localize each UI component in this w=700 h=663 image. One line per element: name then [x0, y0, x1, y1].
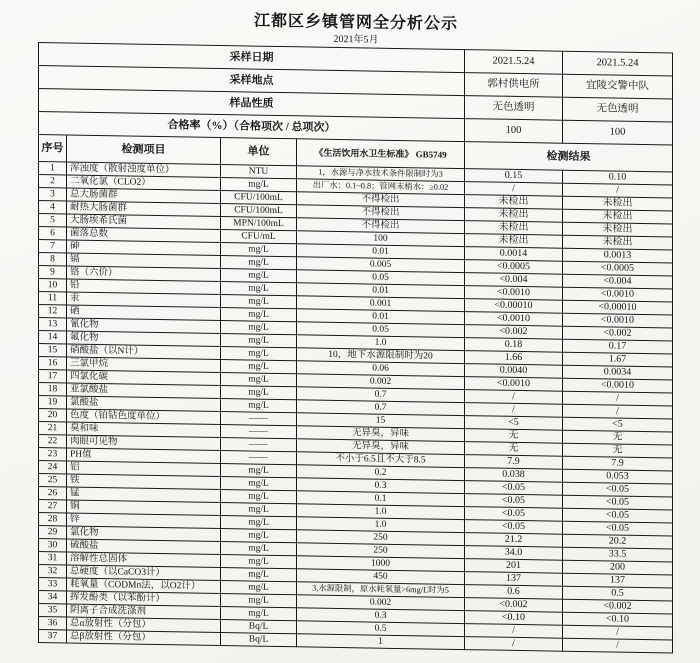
meta-label: 采样日期 [39, 43, 465, 73]
row-number-cell: 14 [39, 331, 67, 344]
result-cell-2: <0.004 [563, 274, 673, 289]
result-cell-2: <0.002 [563, 599, 673, 614]
result-cell-1: 未检出 [465, 221, 563, 236]
standard-cell: 1000 [297, 556, 465, 572]
standard-cell: 1.0 [297, 335, 465, 351]
result-cell-1: 未检出 [465, 234, 563, 249]
item-cell: 铁 [67, 474, 221, 490]
row-number-cell: 23 [39, 448, 67, 461]
result-cell-2: <0.05 [563, 508, 673, 523]
data-section [39, 162, 673, 654]
result-cell-1: <0.00010 [465, 299, 563, 314]
item-cell: 氰化物 [67, 318, 221, 334]
row-number-cell: 30 [39, 539, 67, 552]
result-cell-2: 7.9 [563, 456, 673, 471]
item-cell: 氯酸盐 [67, 396, 221, 412]
result-cell-1: 未检出 [465, 195, 563, 210]
standard-cell: 100 [297, 231, 465, 247]
standard-cell: 不得检出 [297, 218, 465, 234]
item-cell: 色度（铂钴色度单位） [67, 409, 221, 425]
unit-cell: —— [221, 451, 297, 465]
unit-cell: Bq/L [221, 620, 297, 634]
meta-label: 采样地点 [39, 66, 465, 96]
row-number-cell: 3 [39, 188, 67, 201]
row-number-cell: 19 [39, 396, 67, 409]
standard-cell: 无异臭，异味 [297, 439, 465, 455]
unit-cell: mg/L [221, 607, 297, 621]
unit-cell: mg/L [221, 477, 297, 491]
result-cell-1: <0.002 [465, 598, 563, 613]
result-cell-2: 0.5 [563, 586, 673, 601]
item-cell: 铬（六价） [67, 266, 221, 282]
row-number-cell: 9 [39, 266, 67, 279]
row-number-cell: 22 [39, 435, 67, 448]
item-cell: 总大肠菌群 [67, 188, 221, 204]
item-cell: 锰 [67, 487, 221, 503]
result-cell-2: <0.0010 [563, 287, 673, 302]
standard-cell: 0.001 [297, 296, 465, 312]
result-cell-1: <0.0010 [465, 377, 563, 392]
row-number-cell: 37 [39, 630, 67, 643]
item-cell: 耐热大肠菌群 [67, 201, 221, 217]
column-header-item: 检测项目 [67, 135, 221, 165]
result-cell-2: / [563, 183, 673, 198]
item-cell: 总β放射性（分包） [67, 630, 221, 646]
unit-cell: mg/L [221, 542, 297, 556]
column-header-standard: 《生活饮用水卫生标准》 GB5749 [297, 139, 465, 169]
result-cell-2: 未检出 [563, 209, 673, 224]
row-number-cell: 11 [39, 292, 67, 305]
result-cell-2: / [563, 391, 673, 406]
item-cell: 铜 [67, 500, 221, 516]
standard-cell: 1.0 [297, 504, 465, 520]
standard-cell: 0.05 [297, 322, 465, 338]
result-cell-1: 137 [465, 572, 563, 587]
result-cell-1: <0.0010 [465, 286, 563, 301]
row-number-cell: 36 [39, 617, 67, 630]
standard-cell: 0.3 [297, 478, 465, 494]
meta-value-2: 100 [563, 120, 673, 145]
result-cell-2: 0.053 [563, 469, 673, 484]
result-cell-2: 无 [563, 430, 673, 445]
standard-cell: 0.002 [297, 595, 465, 611]
unit-cell: —— [221, 438, 297, 452]
row-number-cell: 31 [39, 552, 67, 565]
result-cell-2: <0.0010 [563, 313, 673, 328]
row-number-cell: 18 [39, 383, 67, 396]
result-cell-2: 0.0013 [563, 248, 673, 263]
item-cell: 肉眼可见物 [67, 435, 221, 451]
result-cell-1: / [465, 390, 563, 405]
result-cell-1: / [465, 624, 563, 639]
unit-cell: mg/L [221, 178, 297, 192]
row-number-cell: 33 [39, 578, 67, 591]
unit-cell: mg/L [221, 399, 297, 413]
unit-cell: mg/L [221, 490, 297, 504]
item-cell: 三氯甲烷 [67, 357, 221, 373]
result-cell-1: <0.004 [465, 273, 563, 288]
result-cell-2: 未检出 [563, 222, 673, 237]
column-header-result: 检测结果 [465, 142, 673, 172]
page-title: 江都区乡镇管网全分析公示 [253, 12, 458, 33]
standard-cell: 0.002 [297, 374, 465, 390]
unit-cell: NTU [221, 165, 297, 179]
item-cell: 铝 [67, 461, 221, 477]
standard-cell: 450 [297, 569, 465, 585]
unit-cell: —— [221, 412, 297, 426]
meta-value-1: 2021.5.24 [465, 50, 563, 75]
result-cell-1: 无 [465, 429, 563, 444]
result-cell-1: <0.05 [465, 520, 563, 535]
result-cell-1: 201 [465, 559, 563, 574]
standard-cell: 1.0 [297, 517, 465, 533]
column-header-no: 序号 [39, 135, 67, 162]
result-cell-2: / [563, 404, 673, 419]
meta-value-1: 100 [465, 119, 563, 144]
meta-value-1: 无色透明 [465, 96, 563, 121]
standard-cell: 15 [297, 413, 465, 429]
row-number-cell: 35 [39, 604, 67, 617]
unit-cell: mg/L [221, 373, 297, 387]
analysis-table [38, 42, 673, 654]
item-cell: 浑浊度（散射浊度单位） [67, 162, 221, 178]
standard-cell: 0.01 [297, 309, 465, 325]
standard-cell: 0.05 [297, 270, 465, 286]
result-cell-1: 34.0 [465, 546, 563, 561]
row-number-cell: 8 [39, 253, 67, 266]
result-cell-2: 1.67 [563, 352, 673, 367]
item-cell: 二氧化氯（CLO2） [67, 175, 221, 191]
result-cell-2: <0.0010 [563, 378, 673, 393]
unit-cell: mg/L [221, 568, 297, 582]
unit-cell: mg/L [221, 360, 297, 374]
standard-cell: 0.2 [297, 465, 465, 481]
item-cell: 耗氧量（CODMn法，以O2计） [67, 578, 221, 594]
item-cell: 汞 [67, 292, 221, 308]
result-cell-1: <0.002 [465, 325, 563, 340]
result-cell-2: 20.2 [563, 534, 673, 549]
standard-cell: 出厂水：0.1~0.8；管网末梢水：≥0.02 [297, 179, 465, 195]
item-cell: 总硬度（以CaCO3计） [67, 565, 221, 581]
unit-cell: mg/L [221, 581, 297, 595]
result-cell-1: / [465, 637, 563, 652]
row-number-cell: 2 [39, 175, 67, 188]
result-cell-1: 无 [465, 442, 563, 457]
result-cell-2: 无 [563, 443, 673, 458]
result-cell-1: 0.15 [465, 169, 563, 184]
result-cell-2: <5 [563, 417, 673, 432]
row-number-cell: 26 [39, 487, 67, 500]
standard-cell: 0.1 [297, 491, 465, 507]
result-cell-2: 33.5 [563, 547, 673, 562]
result-cell-2: <0.0005 [563, 261, 673, 276]
unit-cell: mg/L [221, 594, 297, 608]
standard-cell: 3,水源限制，原水耗氧量>6mg/L时为5 [297, 582, 465, 598]
result-cell-1: 0.18 [465, 338, 563, 353]
standard-cell: 0.005 [297, 257, 465, 273]
result-cell-1: 0.6 [465, 585, 563, 600]
item-cell: 阴离子合成洗涤剂 [67, 604, 221, 620]
item-cell: 砷 [67, 240, 221, 256]
unit-cell: mg/L [221, 503, 297, 517]
standard-cell: 250 [297, 543, 465, 559]
result-cell-1: 0.038 [465, 468, 563, 483]
standard-cell: 0.01 [297, 244, 465, 260]
item-cell: 臭和味 [67, 422, 221, 438]
standard-cell: 0.5 [297, 621, 465, 637]
unit-cell: mg/L [221, 282, 297, 296]
meta-section [39, 43, 673, 146]
result-cell-1: <0.10 [465, 611, 563, 626]
row-number-cell: 21 [39, 422, 67, 435]
result-cell-2: 200 [563, 560, 673, 575]
result-cell-2: 未检出 [563, 235, 673, 250]
standard-cell: 0.01 [297, 283, 465, 299]
item-cell: 亚氯酸盐 [67, 383, 221, 399]
row-number-cell: 32 [39, 565, 67, 578]
row-number-cell: 15 [39, 344, 67, 357]
scanned-document-sheet [38, 8, 674, 654]
result-cell-2: <0.05 [563, 495, 673, 510]
unit-cell: CFU/mL [221, 230, 297, 244]
result-cell-2: <0.002 [563, 326, 673, 341]
row-number-cell: 20 [39, 409, 67, 422]
row-number-cell: 7 [39, 240, 67, 253]
standard-cell: 0.7 [297, 400, 465, 416]
result-cell-2: 0.17 [563, 339, 673, 354]
item-cell: 溶解性总固体 [67, 552, 221, 568]
unit-cell: mg/L [221, 386, 297, 400]
item-cell: 锌 [67, 513, 221, 529]
row-number-cell: 34 [39, 591, 67, 604]
result-cell-1: <0.05 [465, 494, 563, 509]
result-cell-1: 0.0040 [465, 364, 563, 379]
result-cell-2: <0.05 [563, 482, 673, 497]
row-number-cell: 1 [39, 162, 67, 175]
unit-cell: mg/L [221, 295, 297, 309]
item-cell: 氟化物 [67, 331, 221, 347]
result-cell-2: <0.10 [563, 612, 673, 627]
unit-cell: CFU/100mL [221, 204, 297, 218]
meta-value-2: 2021.5.24 [563, 51, 673, 76]
item-cell: 总α放射性（分包） [67, 617, 221, 633]
item-cell: PH值 [67, 448, 221, 464]
meta-label: 样品性质 [39, 89, 465, 119]
page-subtitle: 2021年5月 [333, 33, 379, 46]
standard-cell: 0.7 [297, 387, 465, 403]
result-cell-1: 1.66 [465, 351, 563, 366]
row-number-cell: 12 [39, 305, 67, 318]
result-cell-1: <0.05 [465, 481, 563, 496]
row-number-cell: 5 [39, 214, 67, 227]
result-cell-2: <0.05 [563, 521, 673, 536]
result-cell-2: 0.10 [563, 170, 673, 185]
result-cell-1: <0.05 [465, 507, 563, 522]
result-cell-2: <0.00010 [563, 300, 673, 315]
item-cell: 硫酸盐 [67, 539, 221, 555]
unit-cell: mg/L [221, 321, 297, 335]
standard-cell: 0.3 [297, 608, 465, 624]
result-cell-2: 137 [563, 573, 673, 588]
row-number-cell: 4 [39, 201, 67, 214]
item-cell: 硒 [67, 305, 221, 321]
result-cell-1: 21.2 [465, 533, 563, 548]
result-cell-2: 未检出 [563, 196, 673, 211]
result-cell-1: 未检出 [465, 208, 563, 223]
row-number-cell: 6 [39, 227, 67, 240]
row-number-cell: 27 [39, 500, 67, 513]
standard-cell: 1，水源与净水技术条件限制时为3 [297, 166, 465, 182]
result-cell-2: 0.0034 [563, 365, 673, 380]
unit-cell: mg/L [221, 243, 297, 257]
row-number-cell: 24 [39, 461, 67, 474]
unit-cell: mg/L [221, 269, 297, 283]
unit-cell: Bq/L [221, 633, 297, 647]
row-number-cell: 13 [39, 318, 67, 331]
row-number-cell: 10 [39, 279, 67, 292]
result-cell-2: / [563, 638, 673, 653]
unit-cell: mg/L [221, 347, 297, 361]
unit-cell: mg/L [221, 516, 297, 530]
unit-cell: mg/L [221, 334, 297, 348]
result-cell-1: <5 [465, 416, 563, 431]
row-number-cell: 17 [39, 370, 67, 383]
meta-label: 合格率（%）（合格项次 / 总项次） [39, 112, 465, 142]
item-cell: 菌落总数 [67, 227, 221, 243]
unit-cell: —— [221, 425, 297, 439]
meta-value-2: 宜陵交警中队 [563, 74, 673, 99]
row-number-cell: 25 [39, 474, 67, 487]
result-cell-1: 0.0014 [465, 247, 563, 262]
standard-cell: 不得检出 [297, 192, 465, 208]
unit-cell: mg/L [221, 529, 297, 543]
standard-cell: 1 [297, 634, 465, 650]
result-cell-1: / [465, 403, 563, 418]
result-cell-1: 7.9 [465, 455, 563, 470]
standard-cell: 不得检出 [297, 205, 465, 221]
result-cell-2: / [563, 625, 673, 640]
item-cell: 氯化物 [67, 526, 221, 542]
meta-value-2: 无色透明 [563, 97, 673, 122]
standard-cell: 0.06 [297, 361, 465, 377]
unit-cell: mg/L [221, 464, 297, 478]
standard-cell: 250 [297, 530, 465, 546]
item-cell: 铅 [67, 279, 221, 295]
unit-cell: mg/L [221, 555, 297, 569]
row-number-cell: 29 [39, 526, 67, 539]
standard-cell: 10，地下水源限制时为20 [297, 348, 465, 364]
unit-cell: CFU/100mL [221, 191, 297, 205]
result-cell-1: <0.0010 [465, 312, 563, 327]
item-cell: 镉 [67, 253, 221, 269]
column-header-unit: 单位 [221, 138, 297, 166]
row-number-cell: 28 [39, 513, 67, 526]
unit-cell: MPN/100mL [221, 217, 297, 231]
result-cell-1: / [465, 182, 563, 197]
item-cell: 大肠埃希氏菌 [67, 214, 221, 230]
standard-cell: 不小于6.5且不大于8.5 [297, 452, 465, 468]
standard-cell: 无异臭，异味 [297, 426, 465, 442]
unit-cell: mg/L [221, 308, 297, 322]
item-cell: 四氯化碳 [67, 370, 221, 386]
row-number-cell: 16 [39, 357, 67, 370]
item-cell: 硝酸盐（以N计） [67, 344, 221, 360]
result-cell-1: <0.0005 [465, 260, 563, 275]
meta-value-1: 郭村供电所 [465, 73, 563, 98]
unit-cell: mg/L [221, 256, 297, 270]
item-cell: 挥发酚类（以苯酚计） [67, 591, 221, 607]
